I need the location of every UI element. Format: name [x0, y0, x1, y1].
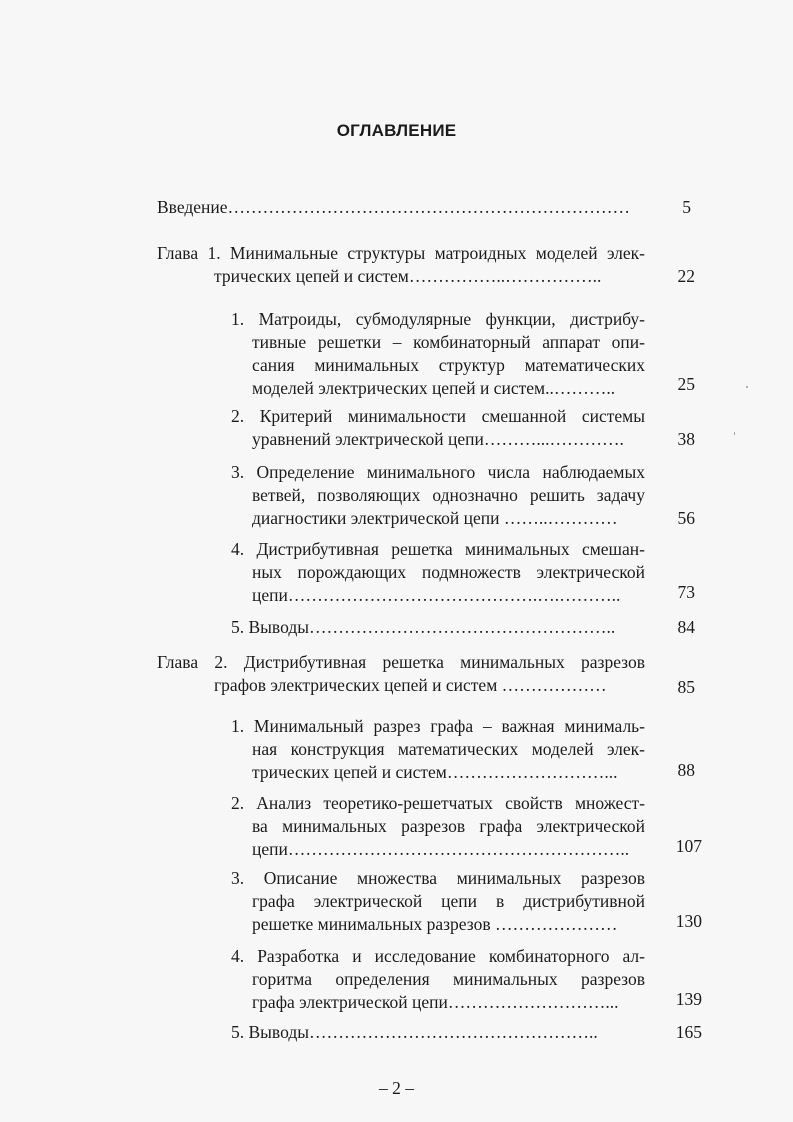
- toc-entry-text: тивные решетки – комбинаторный аппарат опи-: [252, 332, 645, 352]
- toc-entry-text: 3. Определение минимального числа наблюдаемых: [231, 462, 645, 482]
- toc-entry-text: ва минимальных разрезов графа электрической: [252, 816, 645, 836]
- toc-entry-text: горитма определения минимальных разрезов: [252, 969, 645, 989]
- toc-entry-section-1-4: [231, 538, 645, 607]
- toc-entry-text: ветвей, позволяющих однозначно решить задачу: [252, 485, 645, 505]
- toc-entry-text: ных порождающих подмножеств электрической: [252, 562, 645, 582]
- toc-entry-text: 4. Разработка и исследование комбинаторного ал-: [231, 946, 645, 966]
- toc-page-number: 130: [675, 911, 702, 931]
- toc-entry-section-1-1: [231, 308, 645, 400]
- toc-entry-text: решетке минимальных разрезов …………………: [252, 914, 618, 934]
- toc-page-number: 25: [677, 374, 695, 394]
- toc-page-number: 22: [677, 266, 695, 286]
- toc-page-number: 88: [677, 760, 695, 780]
- toc-entry-section-1-3: [231, 461, 645, 530]
- toc-entry-text: цепи…………………………………….….………..: [252, 585, 621, 605]
- toc-entry-text: графов электрических цепей и систем ………………: [214, 675, 607, 695]
- toc-entry-section-2-1: [231, 715, 645, 784]
- toc-entry-section-1-2: [231, 405, 645, 451]
- toc-page-number: 5: [682, 197, 691, 217]
- toc-entry-chapter-1: [157, 242, 645, 288]
- toc-entry-text: диагностики электрической цепи ……..…………: [252, 508, 618, 528]
- toc-entry-chapter-2: [157, 651, 645, 697]
- toc-entry-text: моделей электрических цепей и систем..………..: [252, 378, 616, 398]
- toc-entry-introduction: [157, 196, 637, 219]
- toc-entry-text: трических цепей и систем……………..……………..: [214, 266, 602, 286]
- toc-entry-section-1-5: [231, 616, 645, 639]
- toc-entry-section-2-4: [231, 945, 645, 1014]
- scan-speck: [734, 432, 735, 435]
- toc-page-number: 38: [677, 429, 695, 449]
- toc-entry-text: уравнений электрической цепи………...………….: [252, 429, 624, 449]
- toc-entry-text: 5. Выводы……………………………………………..: [231, 617, 616, 637]
- toc-page-number: 56: [677, 508, 695, 528]
- scan-speck: [746, 386, 748, 388]
- toc-entry-text: Введение……………………………………………………………: [157, 197, 631, 217]
- toc-entry-text: 4. Дистрибутивная решетка минимальных смешан-: [231, 539, 645, 559]
- toc-entry-text: сания минимальных структур математических: [252, 355, 645, 375]
- toc-entry-text: 1. Минимальный разрез графа – важная минималь-: [231, 716, 645, 736]
- toc-entry-text: 1. Матроиды, субмодулярные функции, дистрибу-: [231, 309, 645, 329]
- toc-page-number: 107: [675, 836, 702, 856]
- toc-entry-text: Глава 1. Минимальные структуры матроидных моделей элек-: [157, 243, 645, 263]
- toc-entry-text: 5. Выводы…………………………………………..: [231, 1022, 598, 1042]
- toc-page-number: 73: [677, 582, 695, 602]
- toc-entry-section-2-3: [231, 867, 645, 936]
- page-footer-number: – 2 –: [379, 1078, 414, 1098]
- toc-entry-text: Глава 2. Дистрибутивная решетка минимальных разрезов: [157, 652, 645, 672]
- toc-entry-section-2-2: [231, 792, 645, 861]
- toc-entry-text: графа электрической цепи………………………...: [252, 992, 619, 1012]
- toc-entry-text: 3. Описание множества минимальных разрезов: [231, 868, 645, 888]
- toc-page-number: 84: [677, 617, 695, 637]
- toc-entry-text: трических цепей и систем………………………...: [252, 762, 618, 782]
- toc-page-number: 139: [675, 989, 702, 1009]
- toc-entry-text: 2. Анализ теоретико-решетчатых свойств множест-: [231, 793, 645, 813]
- page-title: ОГЛАВЛЕНИЕ: [336, 121, 457, 140]
- toc-page-number: 165: [675, 1022, 702, 1042]
- toc-entry-text: цепи…………………………………………………..: [252, 839, 630, 859]
- toc-entry-text: 2. Критерий минимальности смешанной системы: [231, 406, 645, 426]
- toc-entry-text: графа электрической цепи в дистрибутивной: [252, 891, 645, 911]
- toc-page-number: 85: [677, 677, 695, 697]
- toc-entry-section-2-5: [231, 1021, 645, 1044]
- toc-entry-text: ная конструкция математических моделей элек-: [252, 739, 645, 759]
